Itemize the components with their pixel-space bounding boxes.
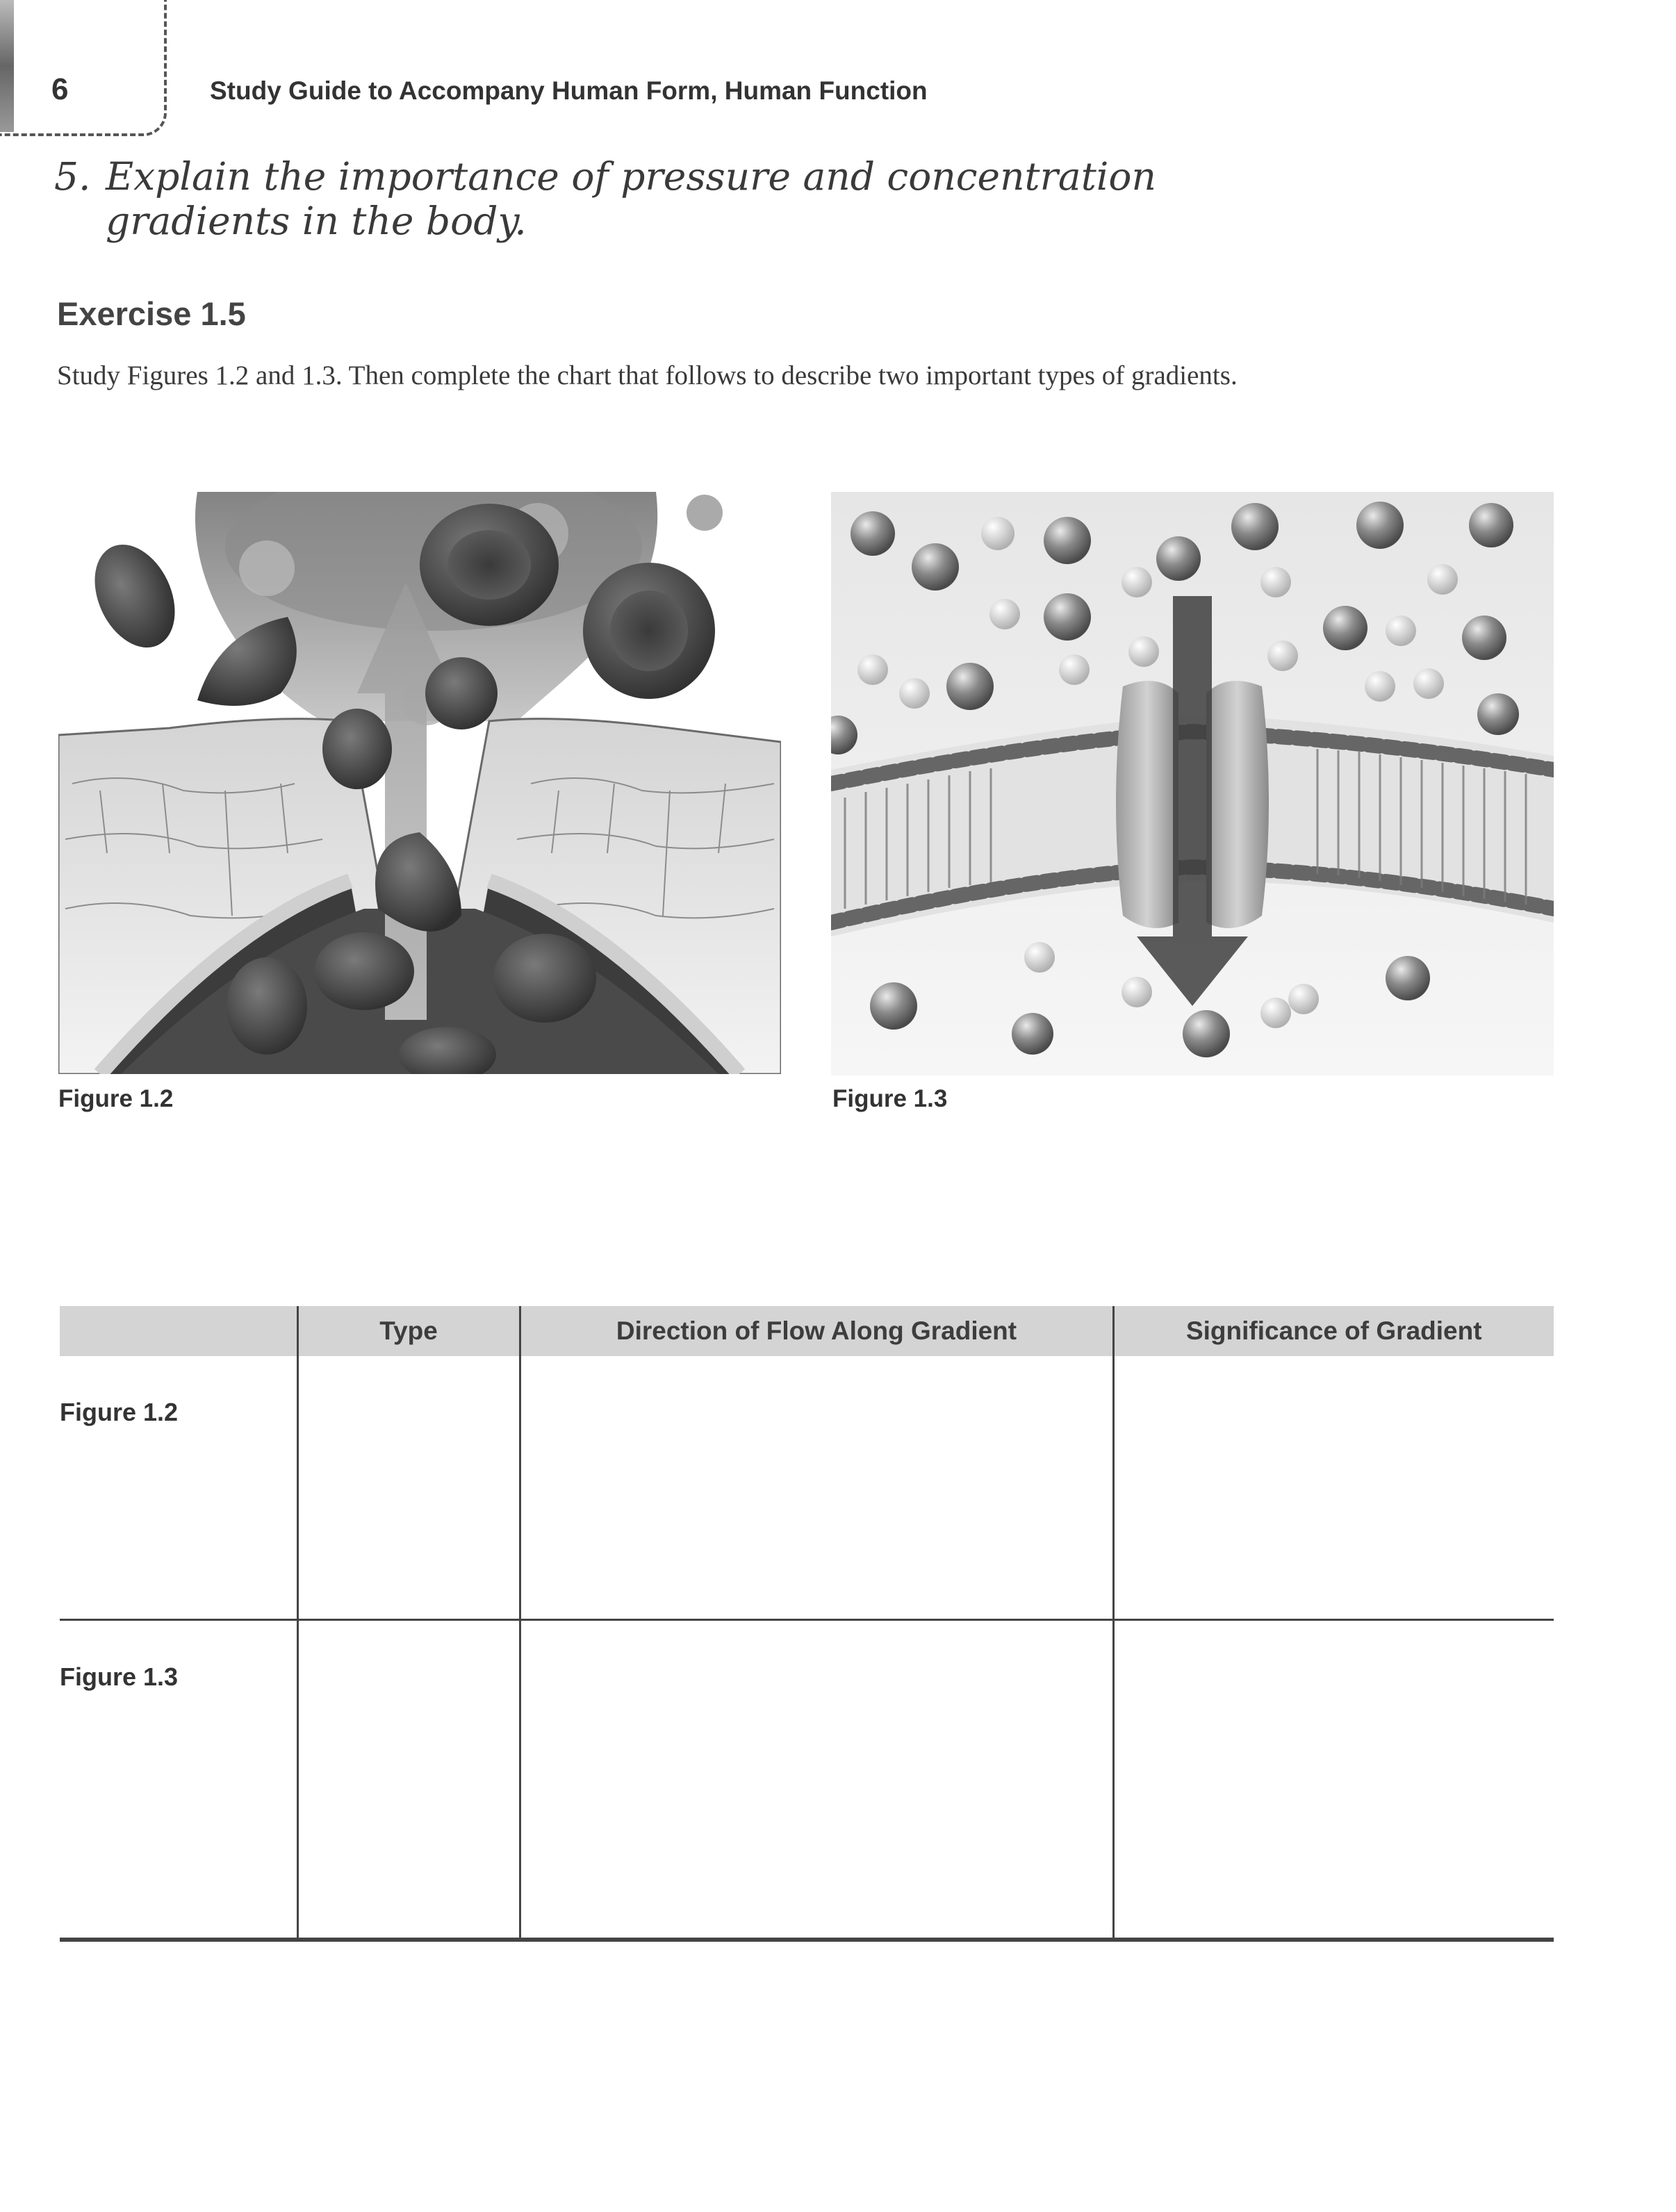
figure-1-3-illustration	[831, 492, 1554, 1075]
row-label: Figure 1.3	[60, 1620, 297, 1940]
figure-1-2-caption: Figure 1.2	[58, 1085, 174, 1112]
objective-line-2: gradients in the body.	[106, 199, 527, 243]
exercise-title: Exercise 1.5	[57, 295, 246, 332]
figure-1-2-illustration	[58, 492, 781, 1074]
table-row	[60, 1620, 1554, 1940]
type-cell[interactable]	[297, 1620, 520, 1940]
page-number-box	[0, 0, 167, 136]
gradient-table	[60, 1306, 1554, 1942]
running-head: Study Guide to Accompany Human Form, Human Function	[210, 76, 928, 105]
significance-cell[interactable]	[1113, 1356, 1554, 1620]
objective-line-1: Explain the importance of pressure and concentration	[106, 154, 1156, 199]
header-direction: Direction of Flow Along Gradient	[520, 1306, 1113, 1356]
table-row	[60, 1356, 1554, 1620]
figure-1-3-caption: Figure 1.3	[832, 1085, 948, 1112]
blood-vessel-pressure-illustration	[58, 492, 781, 1074]
objective-number: 5.	[54, 154, 91, 199]
header-significance: Significance of Gradient	[1113, 1306, 1554, 1356]
header-blank	[60, 1306, 297, 1356]
learning-objective	[54, 154, 1156, 243]
direction-cell[interactable]	[520, 1620, 1113, 1940]
type-cell[interactable]	[297, 1356, 520, 1620]
page-number: 6	[51, 72, 69, 106]
row-label: Figure 1.2	[60, 1356, 297, 1620]
header-type: Type	[297, 1306, 520, 1356]
exercise-instructions: Study Figures 1.2 and 1.3. Then complete the chart that follows to describe two important types of gradients.	[57, 361, 1238, 390]
direction-cell[interactable]	[520, 1356, 1113, 1620]
table-header-row	[60, 1306, 1554, 1356]
significance-cell[interactable]	[1113, 1620, 1554, 1940]
membrane-channel-concentration-illustration	[831, 492, 1554, 1075]
gradient-chart	[60, 1306, 1554, 1942]
